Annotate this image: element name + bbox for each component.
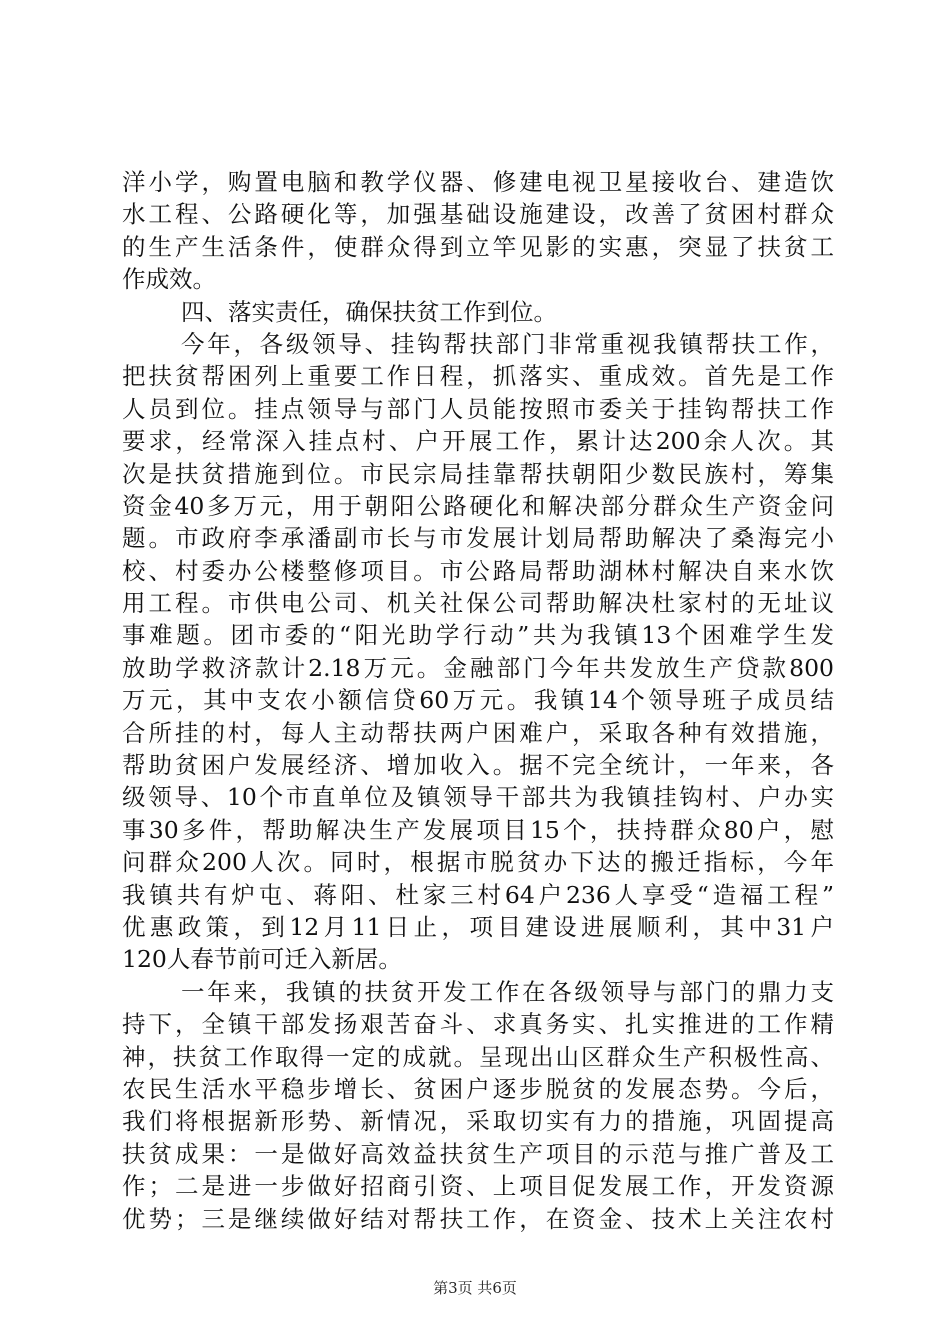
text-line: 我们将根据新形势、新情况，采取切实有力的措施，巩固提高 (122, 1107, 834, 1136)
text-line: 用工程。市供电公司、机关社保公司帮助解决杜家村的无址议 (122, 589, 834, 618)
text-line: 农民生活水平稳步增长、贫困户逐步脱贫的发展态势。今后， (122, 1074, 834, 1103)
text-line: 我镇共有炉屯、蒋阳、杜家三村64户236人享受“造福工程” (122, 880, 834, 909)
text-line: 帮助贫困户发展经济、增加收入。据不完全统计，一年来，各 (122, 751, 834, 780)
text-line: 人员到位。挂点领导与部门人员能按照市委关于挂钩帮扶工作 (122, 394, 834, 423)
text-line: 作成效。 (122, 265, 216, 294)
text-line: 题。市政府李承潘副市长与市发展计划局帮助解决了桑海完小 (122, 524, 834, 553)
page-footer (0, 1278, 950, 1298)
text-line: 问群众200人次。同时，根据市脱贫办下达的搬迁指标，今年 (122, 848, 834, 877)
text-line: 校、村委办公楼整修项目。市公路局帮助湖林村解决自来水饮 (122, 556, 834, 585)
document-body (122, 166, 834, 1235)
page-number-label: 第3页 共6页 (433, 1279, 517, 1297)
text-line: 级领导、10个市直单位及镇领导干部共为我镇挂钩村、户办实 (122, 783, 834, 812)
text-line: 事30多件，帮助解决生产发展项目15个，扶持群众80户，慰 (122, 815, 834, 844)
text-line: 事难题。团市委的“阳光助学行动”共为我镇13个困难学生发 (122, 621, 834, 650)
text-line: 一年来，我镇的扶贫开发工作在各级领导与部门的鼎力支 (181, 977, 834, 1006)
text-line: 优惠政策，到12月11日止，项目建设进展顺利，其中31户 (122, 912, 834, 941)
text-line: 万元，其中支农小额信贷60万元。我镇14个领导班子成员结 (122, 686, 834, 715)
text-line: 扶贫成果：一是做好高效益扶贫生产项目的示范与推广普及工 (122, 1139, 834, 1168)
text-line: 四、落实责任，确保扶贫工作到位。 (181, 297, 557, 326)
text-line: 放助学救济款计2.18万元。金融部门今年共发放生产贷款800 (122, 653, 834, 682)
text-line: 今年，各级领导、挂钩帮扶部门非常重视我镇帮扶工作， (181, 329, 834, 358)
text-line: 资金40多万元，用于朝阳公路硬化和解决部分群众生产资金问 (122, 491, 834, 520)
text-line: 作；二是进一步做好招商引资、上项目促发展工作，开发资源 (122, 1172, 834, 1201)
text-line: 水工程、公路硬化等，加强基础设施建设，改善了贫困村群众 (122, 200, 834, 229)
text-line: 要求，经常深入挂点村、户开展工作，累计达200余人次。其 (122, 427, 834, 456)
text-line: 合所挂的村，每人主动帮扶两户困难户，采取各种有效措施， (122, 718, 834, 747)
text-line: 神，扶贫工作取得一定的成就。呈现出山区群众生产积极性高、 (122, 1042, 834, 1071)
text-line: 的生产生活条件，使群众得到立竿见影的实惠，突显了扶贫工 (122, 232, 834, 261)
text-line: 次是扶贫措施到位。市民宗局挂靠帮扶朝阳少数民族村，筹集 (122, 459, 834, 488)
text-line: 优势；三是继续做好结对帮扶工作，在资金、技术上关注农村 (122, 1204, 834, 1233)
text-line: 120人春节前可迁入新居。 (122, 945, 402, 974)
text-line: 把扶贫帮困列上重要工作日程，抓落实、重成效。首先是工作 (122, 362, 834, 391)
text-line: 洋小学，购置电脑和教学仪器、修建电视卫星接收台、建造饮 (122, 168, 834, 196)
text-line: 持下，全镇干部发扬艰苦奋斗、求真务实、扎实推进的工作精 (122, 1010, 834, 1039)
